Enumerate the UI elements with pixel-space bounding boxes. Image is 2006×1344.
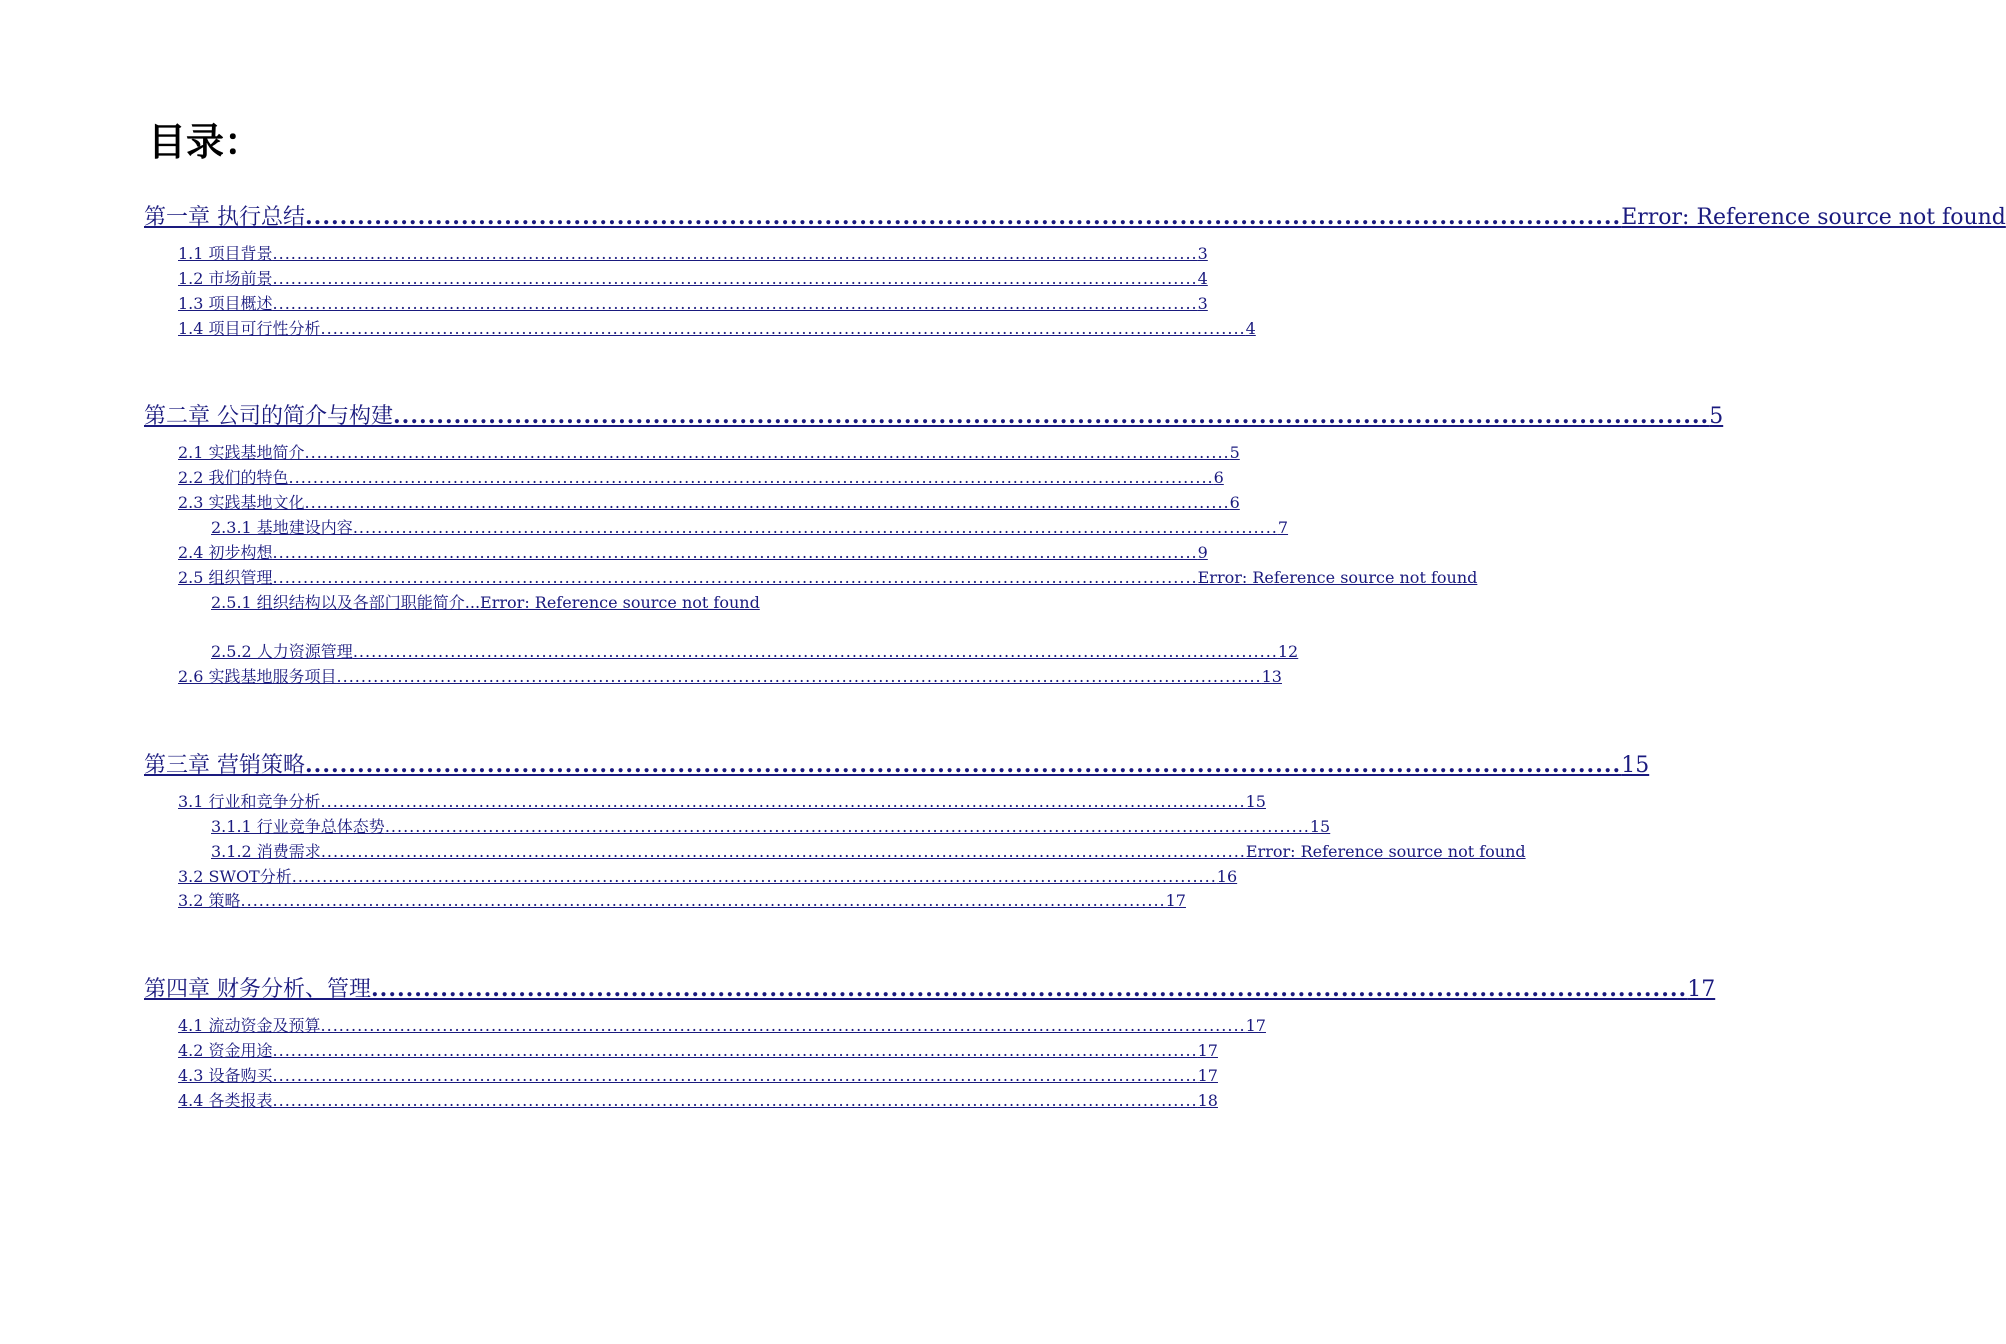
toc-entry-2-3-1[interactable]	[211, 516, 1289, 540]
dot-leader: ........................................................................................................................................................	[272, 269, 1198, 288]
toc-page: Error: Reference source not found	[1621, 205, 2006, 230]
toc-label: 4.1 流动资金及预算	[178, 1016, 321, 1035]
toc-page: Error: Reference source not found	[1245, 842, 1526, 861]
toc-entry-2-2[interactable]	[178, 466, 1224, 490]
toc-entry-1-1[interactable]	[178, 242, 1208, 266]
dot-leader: ........................................................................................................................................................	[240, 891, 1166, 910]
toc-page: 5	[1709, 404, 1724, 429]
toc-label: 3.1.1 行业竞争总体态势	[211, 817, 385, 836]
dot-leader: ........................................................................................................................................................	[336, 667, 1262, 686]
toc-label: 2.4 初步构想	[178, 543, 273, 562]
toc-label: 2.5 组织管理	[178, 568, 273, 587]
toc-entry-2-4[interactable]	[178, 541, 1208, 565]
toc-label: 2.5.2 人力资源管理	[211, 642, 353, 661]
toc-entry-3-1[interactable]	[178, 790, 1266, 814]
toc-entry-4-2[interactable]	[178, 1039, 1218, 1063]
toc-chapter-4[interactable]	[144, 974, 1716, 1004]
toc-label: 3.2 SWOT分析	[178, 867, 292, 886]
dot-leader: ........................................................................................................................................................	[272, 294, 1198, 313]
dot-leader: ........................................................................................................................................................	[305, 204, 1622, 230]
dot-leader: ........................................................................................................................................................	[352, 642, 1278, 661]
toc-entry-2-3[interactable]	[178, 491, 1240, 515]
toc-page: 18	[1197, 1091, 1218, 1110]
toc-label: 4.2 资金用途	[178, 1041, 273, 1060]
toc-label: 2.6 实践基地服务项目	[178, 667, 337, 686]
toc-chapter-2[interactable]	[144, 401, 1724, 431]
toc-label: 第四章 财务分析、管理	[144, 977, 371, 1002]
toc-entry-3-2-swot[interactable]	[178, 865, 1238, 889]
toc-entry-2-6[interactable]	[178, 665, 1282, 689]
toc-label: 1.2 市场前景	[178, 269, 273, 288]
toc-page: 15	[1621, 753, 1650, 778]
dot-leader: ........................................................................................................................................................	[304, 493, 1230, 512]
toc-entry-2-5[interactable]	[178, 566, 1478, 590]
toc-entry-4-3[interactable]	[178, 1064, 1218, 1088]
toc-entry-4-4[interactable]	[178, 1089, 1218, 1113]
toc-label: 2.3 实践基地文化	[178, 493, 305, 512]
toc-page: 3	[1197, 244, 1208, 263]
toc-label: 1.4 项目可行性分析	[178, 319, 321, 338]
dot-leader: ........................................................................................................................................................	[272, 568, 1198, 587]
toc-label: 3.2 策略	[178, 891, 241, 910]
toc-label: 3.1.2 消费需求	[211, 842, 321, 861]
toc-entry-3-1-2[interactable]	[211, 840, 1526, 864]
toc-page: 6	[1229, 493, 1240, 512]
dot-leader: ........................................................................................................................................................	[291, 867, 1217, 886]
toc-page: 6	[1213, 468, 1224, 487]
dot-leader: ........................................................................................................................................................	[384, 817, 1310, 836]
toc-entry-3-1-1[interactable]	[211, 815, 1331, 839]
dot-leader: ........................................................................................................................................................	[320, 792, 1246, 811]
toc-entry-2-5-2[interactable]	[211, 640, 1299, 664]
toc-entry-3-2-strategy[interactable]	[178, 889, 1186, 913]
toc-entry-1-3[interactable]	[178, 292, 1208, 316]
dot-leader: ........................................................................................................................................................	[352, 518, 1278, 537]
toc-label: 4.4 各类报表	[178, 1091, 273, 1110]
toc-page: 9	[1197, 543, 1208, 562]
dot-leader: ........................................................................................................................................................	[272, 1091, 1198, 1110]
toc-page: 15	[1309, 817, 1331, 836]
dot-leader: ........................................................................................................................................................	[288, 468, 1214, 487]
dot-leader: ........................................................................................................................................................	[272, 1066, 1198, 1085]
toc-entry-1-4[interactable]	[178, 317, 1256, 341]
toc-entry-2-1[interactable]	[178, 441, 1240, 465]
toc-page: 13	[1261, 667, 1282, 686]
dot-leader: ........................................................................................................................................................	[320, 842, 1246, 861]
toc-page: 17	[1197, 1066, 1218, 1085]
dot-leader: ........................................................................................................................................................	[320, 1016, 1246, 1035]
toc-label: 4.3 设备购买	[178, 1066, 273, 1085]
toc-label: 第三章 营销策略	[144, 753, 305, 778]
toc-label: 1.1 项目背景	[178, 244, 273, 263]
toc-title: 目录：	[148, 120, 263, 164]
toc-entry-2-5-1[interactable]: 2.5.1 组织结构以及各部门职能简介...Error: Reference source not found	[211, 593, 760, 612]
toc-page: 4	[1245, 319, 1256, 338]
toc-page: 3	[1197, 294, 1208, 313]
toc-chapter-1[interactable]	[144, 202, 2006, 232]
toc-page: 17	[1687, 977, 1716, 1002]
toc-page: 5	[1229, 443, 1240, 462]
dot-leader: ........................................................................................................................................................	[371, 976, 1688, 1002]
dot-leader: ........................................................................................................................................................	[304, 443, 1230, 462]
toc-page: Error: Reference source not found	[1197, 568, 1478, 587]
dot-leader: ........................................................................................................................................................	[393, 403, 1710, 429]
toc-page: 4	[1197, 269, 1208, 288]
toc-label: 2.2 我们的特色	[178, 468, 289, 487]
toc-chapter-3[interactable]	[144, 750, 1650, 780]
toc-label: 2.1 实践基地简介	[178, 443, 305, 462]
dot-leader: ........................................................................................................................................................	[320, 319, 1246, 338]
toc-label: 3.1 行业和竞争分析	[178, 792, 321, 811]
toc-page: 15	[1245, 792, 1266, 811]
toc-label: 第一章 执行总结	[144, 205, 305, 230]
dot-leader: ........................................................................................................................................................	[272, 244, 1198, 263]
dot-leader: ........................................................................................................................................................	[272, 1041, 1198, 1060]
dot-leader: ........................................................................................................................................................	[272, 543, 1198, 562]
toc-page: 12	[1277, 642, 1299, 661]
toc-label: 1.3 项目概述	[178, 294, 273, 313]
toc-label: 2.3.1 基地建设内容	[211, 518, 353, 537]
toc-label: 第二章 公司的简介与构建	[144, 404, 393, 429]
dot-leader: ........................................................................................................................................................	[305, 752, 1622, 778]
toc-entry-4-1[interactable]	[178, 1014, 1266, 1038]
toc-page: 17	[1165, 891, 1186, 910]
toc-page: 7	[1277, 518, 1289, 537]
toc-page: 17	[1197, 1041, 1218, 1060]
toc-page: 16	[1216, 867, 1238, 886]
toc-entry-1-2[interactable]	[178, 267, 1208, 291]
toc-page: 17	[1245, 1016, 1266, 1035]
